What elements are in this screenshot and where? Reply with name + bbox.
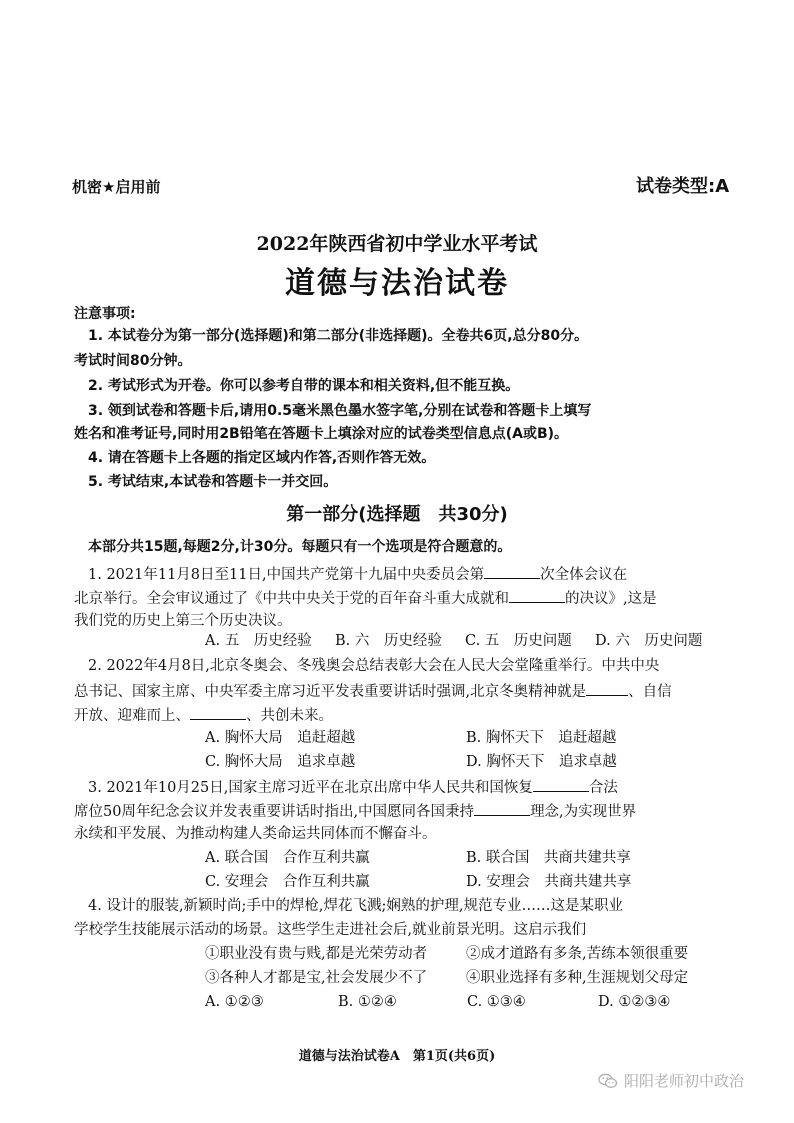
- q1-option-c: C. 五 历史问题: [465, 633, 572, 649]
- answer-blank: [586, 683, 628, 696]
- q4-statement-2: ②成才道路有多条,苦练本领很重要: [466, 946, 689, 962]
- wechat-icon: [598, 1073, 618, 1089]
- q2-option-a: A. 胸怀大局 追赶超越: [205, 730, 356, 746]
- section-title: 第一部分(选择题 共30分): [286, 504, 508, 525]
- answer-blank: [190, 707, 246, 720]
- q2-line-1: 2. 2022年4月8日,北京冬奥会、冬残奥会总结表彰大会在人民大会堂隆重举行。中共中央: [88, 658, 660, 674]
- notice-line: 姓名和准考证号,同时用2B铅笔在答题卡上填涂对应的试卷类型信息点(A或B)。: [74, 426, 569, 442]
- q4-line-2: 学校学生技能展示活动的场景。这些学生走进社会后,就业前景光明。这启示我们: [74, 922, 587, 938]
- q1-option-d: D. 六 历史问题: [595, 633, 703, 649]
- q4-option-a: A. ①②③: [205, 994, 264, 1010]
- q4-option-c: C. ①③④: [467, 994, 526, 1010]
- q2-option-b: B. 胸怀天下 追赶超越: [466, 730, 617, 746]
- q3-line-2: 席位50周年纪念会议并发表重要讲话时指出,中国愿同各国秉持 理念,为实现世界: [74, 804, 637, 820]
- q3-line-3: 永续和平发展、为推动构建人类命运共同体而不懈奋斗。: [74, 826, 437, 842]
- answer-blank: [484, 566, 540, 579]
- notice-line: 2. 考试形式为开卷。你可以参考自带的课本和相关资料,但不能互换。: [88, 378, 520, 394]
- notice-line: 4. 请在答题卡上各题的指定区域内作答,否则作答无效。: [88, 450, 436, 466]
- q2-line-3: 开放、迎难而上、 、共创未来。: [74, 708, 333, 724]
- q1-line-1: 1. 2021年11月8日至11日,中国共产党第十九届中央委员会第 次全体会议在: [88, 567, 628, 583]
- q4-option-b: B. ①②④: [338, 994, 397, 1010]
- q3-option-b: B. 联合国 共商共建共享: [466, 850, 631, 866]
- answer-blank: [509, 590, 565, 603]
- exam-title: 2022年陕西省初中学业水平考试: [256, 233, 538, 255]
- watermark: [598, 1070, 744, 1091]
- q4-option-d: D. ①②③④: [598, 994, 671, 1010]
- answer-blank: [533, 779, 589, 792]
- notice-heading: 注意事项:: [74, 306, 136, 322]
- q4-statement-4: ④职业选择有多种,生涯规划父母定: [466, 970, 689, 986]
- q3-option-d: D. 安理会 共商共建共享: [466, 874, 632, 890]
- answer-blank: [474, 803, 530, 816]
- watermark-text: 阳阳老师初中政治: [624, 1072, 745, 1090]
- q2-option-c: C. 胸怀大局 追求卓越: [205, 754, 356, 770]
- notice-line: 3. 领到试卷和答题卡后,请用0.5毫米黑色墨水签字笔,分别在试卷和答题卡上填写: [88, 403, 592, 419]
- notice-line: 考试时间80分钟。: [74, 353, 192, 369]
- subject-title: 道德与法治试卷: [285, 266, 509, 301]
- paper-type: 试卷类型:A: [636, 176, 730, 197]
- notice-line: 5. 考试结束,本试卷和答题卡一并交回。: [88, 474, 338, 490]
- page-footer: 道德与法治试卷A 第1页(共6页): [298, 1049, 496, 1064]
- q3-option-c: C. 安理会 合作互利共赢: [205, 874, 370, 890]
- section-intro: 本部分共15题,每题2分,计30分。每题只有一个选项是符合题意的。: [88, 539, 512, 555]
- q4-statement-3: ③各种人才都是宝,社会发展少不了: [205, 970, 428, 986]
- q1-option-b: B. 六 历史经验: [335, 633, 442, 649]
- q4-statement-1: ①职业没有贵与贱,都是光荣劳动者: [205, 946, 428, 962]
- q4-line-1: 4. 设计的服装,新颖时尚;手中的焊枪,焊花飞溅;娴熟的护理,规范专业……这是某职业: [88, 898, 624, 914]
- confidential-mark: 机密★启用前: [72, 178, 161, 196]
- q2-line-2: 总书记、国家主席、中央军委主席习近平发表重要讲话时强调,北京冬奥精神就是 、自信: [74, 684, 672, 700]
- q3-option-a: A. 联合国 合作互利共赢: [205, 850, 370, 866]
- q1-option-a: A. 五 历史经验: [205, 633, 312, 649]
- q1-line-2: 北京举行。全会审议通过了《中共中央关于党的百年奋斗重大成就和 的决议》,这是: [74, 591, 657, 607]
- q1-line-3: 我们党的历史上第三个历史决议。: [74, 613, 292, 629]
- q3-line-1: 3. 2021年10月25日,国家主席习近平在北京出席中华人民共和国恢复 合法: [88, 780, 618, 796]
- q2-option-d: D. 胸怀天下 追求卓越: [466, 754, 617, 770]
- notice-line: 1. 本试卷分为第一部分(选择题)和第二部分(非选择题)。全卷共6页,总分80分。: [88, 328, 589, 344]
